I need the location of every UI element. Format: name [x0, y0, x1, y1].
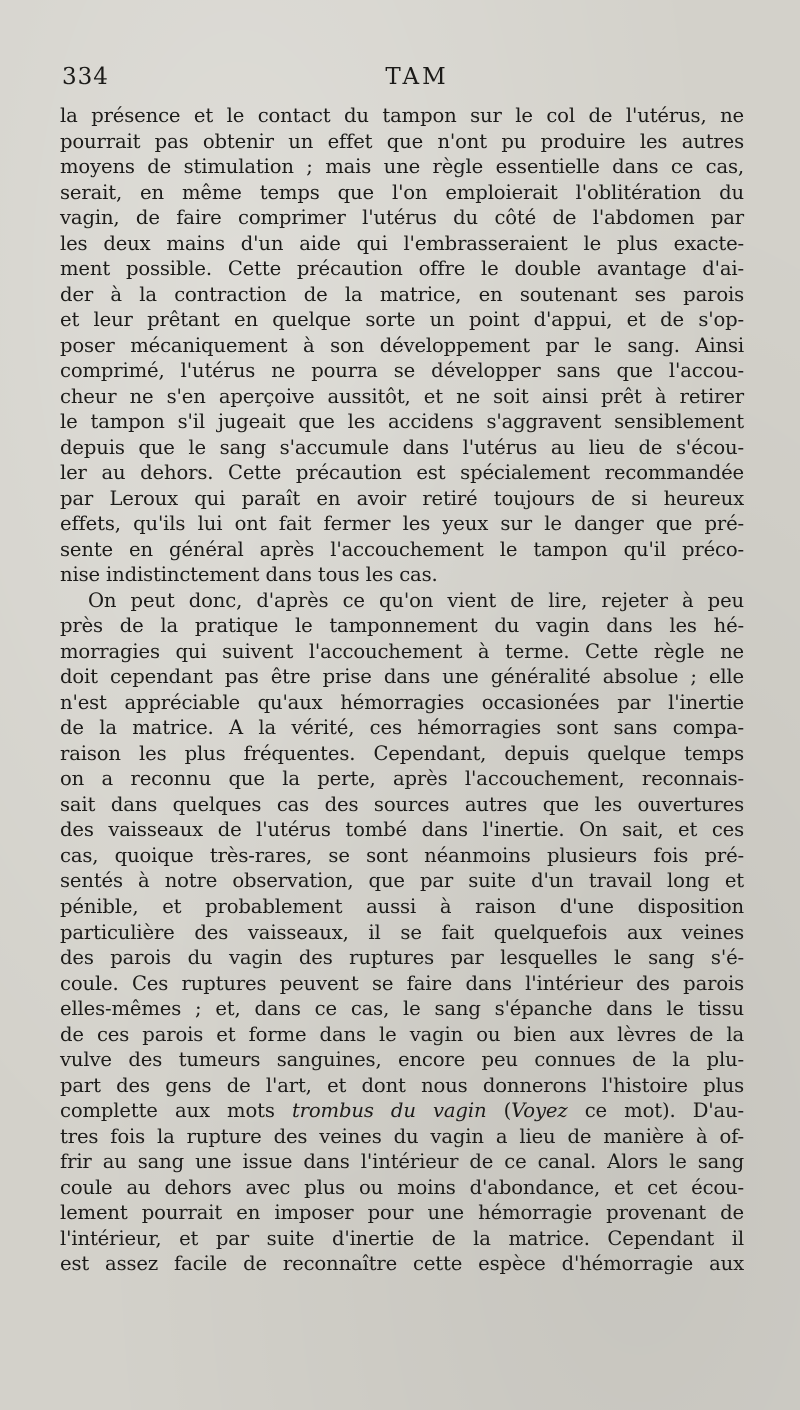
- text-line: on a reconnu que la perte, après l'accouchement, reconnais-: [60, 767, 744, 791]
- text-line: ment possible. Cette précaution offre le double avantage d'ai-: [60, 257, 744, 281]
- line-end: ce mot). D'au-: [567, 1099, 744, 1123]
- text-line: comprimé, l'utérus ne pourra se développer sans que l'accou-: [60, 359, 744, 383]
- running-head: TAM: [385, 64, 449, 90]
- text-line: vulve des tumeurs sanguines, encore peu connues de la plu-: [60, 1048, 744, 1072]
- text-line: les deux mains d'un aide qui l'embrasseraient le plus exacte-: [60, 231, 744, 255]
- text-line: sente en général après l'accouchement le tampon qu'il préco-: [60, 537, 744, 561]
- text-line: lement pourrait en imposer pour une hémorragie provenant de: [60, 1201, 744, 1225]
- text-line: coule au dehors avec plus ou moins d'abondance, et cet écou-: [60, 1175, 744, 1199]
- text-line: der à la contraction de la matrice, en soutenant ses parois: [60, 282, 744, 306]
- text-line: frir au sang une issue dans l'intérieur de ce canal. Alors le sang: [60, 1150, 744, 1174]
- paragraph-start-line: On peut donc, d'après ce qu'on vient de lire, rejeter à peu: [88, 588, 744, 612]
- text-line: des parois du vagin des ruptures par lesquelles le sang s'é-: [60, 946, 744, 970]
- text-line: poser mécaniquement à son développement par le sang. Ainsi: [60, 333, 744, 357]
- text-line: moyens de stimulation ; mais une règle essentielle dans ce cas,: [60, 155, 744, 179]
- text-line: de la matrice. A la vérité, ces hémorragies sont sans compa-: [60, 716, 744, 740]
- text-line: des vaisseaux de l'utérus tombé dans l'inertie. On sait, et ces: [60, 818, 744, 842]
- text-line: serait, en même temps que l'on emploierait l'oblitération du: [60, 180, 744, 204]
- text-line: part des gens de l'art, et dont nous donnerons l'histoire plus: [60, 1073, 744, 1097]
- text-line: ler au dehors. Cette précaution est spécialement recommandée: [60, 461, 744, 485]
- text-line: sait dans quelques cas des sources autres que les ouvertures: [60, 792, 744, 816]
- text-line: est assez facile de reconnaître cette espèce d'hémorragie aux: [60, 1252, 744, 1276]
- paren-open: (: [486, 1099, 512, 1123]
- text-line: doit cependant pas être prise dans une généralité absolue ; elle: [60, 665, 744, 689]
- text-line: depuis que le sang s'accumule dans l'utérus au lieu de s'écou-: [60, 435, 744, 459]
- body-text: [60, 103, 744, 1277]
- line-start: complette aux mots: [60, 1099, 275, 1123]
- text-line: pénible, et probablement aussi à raison d'une disposition: [60, 894, 744, 918]
- text-line: tres fois la rupture des veines du vagin a lieu de manière à of-: [60, 1124, 744, 1148]
- text-line: coule. Ces ruptures peuvent se faire dans l'intérieur des parois: [60, 971, 744, 995]
- text-line: de ces parois et forme dans le vagin ou bien aux lèvres de la: [60, 1022, 744, 1046]
- text-line: sentés à notre observation, que par suite d'un travail long et: [60, 869, 744, 893]
- text-line: effets, qu'ils lui ont fait fermer les yeux sur le danger que pré-: [60, 512, 744, 536]
- text-line: elles-mêmes ; et, dans ce cas, le sang s'épanche dans le tissu: [60, 997, 744, 1021]
- text-line: vagin, de faire comprimer l'utérus du côté de l'abdomen par: [60, 206, 744, 230]
- paragraph-end-line: nise indistinctement dans tous les cas.: [60, 563, 438, 587]
- page-header: [62, 64, 742, 96]
- text-line: pourrait pas obtenir un effet que n'ont pu produire les autres: [60, 129, 744, 153]
- text-line: raison les plus fréquentes. Cependant, depuis quelque temps: [60, 741, 744, 765]
- text-line: la présence et le contact du tampon sur le col de l'utérus, ne: [60, 104, 744, 127]
- text-line-with-italics: [60, 1098, 744, 1124]
- italic-voyez: Voyez: [511, 1099, 568, 1123]
- text-line: n'est appréciable qu'aux hémorragies occasionées par l'inertie: [60, 690, 744, 714]
- text-line: l'intérieur, et par suite d'inertie de la matrice. Cependant il: [60, 1226, 744, 1250]
- text-line: par Leroux qui paraît en avoir retiré toujours de si heureux: [60, 486, 744, 510]
- text-line: cheur ne s'en aperçoive aussitôt, et ne soit ainsi prêt à retirer: [60, 384, 744, 408]
- text-line: le tampon s'il jugeait que les accidens s'aggravent sensiblement: [60, 410, 744, 434]
- text-line: près de la pratique le tamponnement du vagin dans les hé-: [60, 614, 744, 638]
- italic-term: trombus du vagin: [291, 1099, 487, 1123]
- text-line: morragies qui suivent l'accouchement à terme. Cette règle ne: [60, 639, 744, 663]
- text-line: cas, quoique très-rares, se sont néanmoins plusieurs fois pré-: [60, 843, 744, 867]
- text-line: particulière des vaisseaux, il se fait quelquefois aux veines: [60, 920, 744, 944]
- text-line: et leur prêtant en quelque sorte un point d'appui, et de s'op-: [60, 308, 744, 332]
- page-number: 334: [62, 64, 109, 90]
